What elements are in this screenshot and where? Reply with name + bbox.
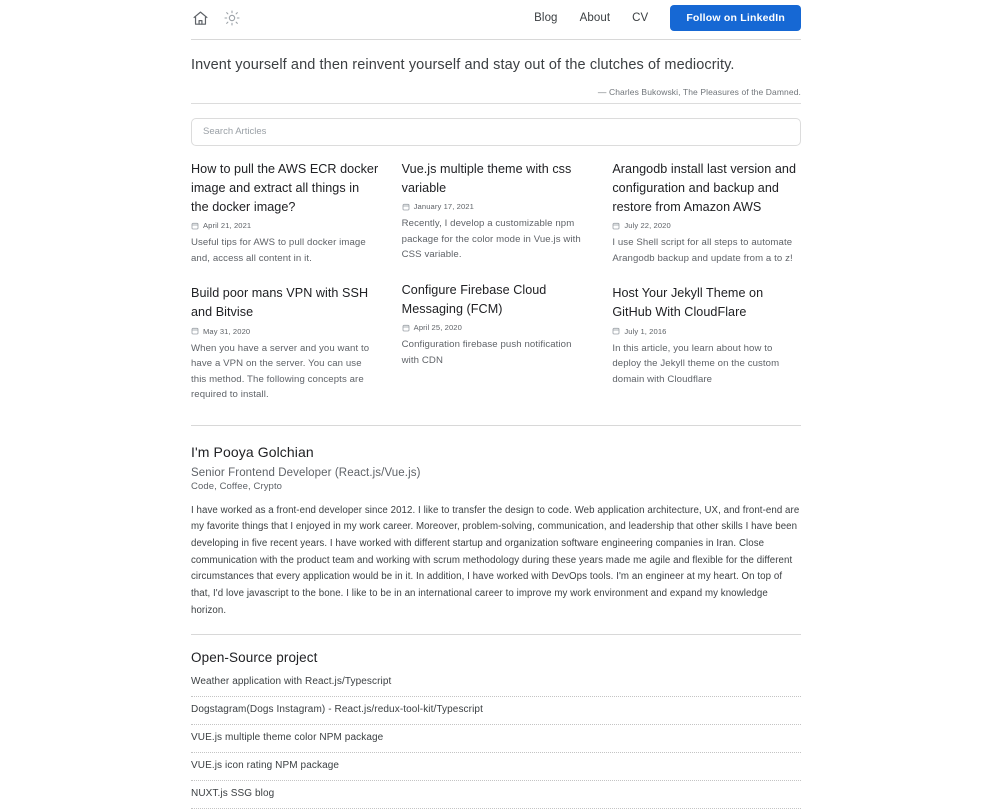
article-description: In this article, you learn about how to deploy the Jekyll theme on the custom domain with Cloudflare [612,342,780,385]
article-title: How to pull the AWS ECR docker image and extract all things in the docker image? [191,161,379,215]
articles-grid [191,160,801,421]
nav-link-blog[interactable]: Blog [534,12,558,24]
article-meta [612,327,801,336]
article-title: Host Your Jekyll Theme on GitHub With CloudFlare [612,286,764,320]
home-icon[interactable] [191,9,210,28]
calendar-icon [191,327,199,335]
article-meta [191,327,380,336]
search-input[interactable] [191,118,801,146]
article-date: May 31, 2020 [203,326,251,336]
article-card[interactable] [612,284,801,387]
open-source-divider [191,634,801,635]
header-nav-group [534,5,801,31]
list-item[interactable]: VUE.js multiple theme color NPM package [191,725,801,753]
article-card[interactable] [612,160,801,266]
quote-divider [191,103,801,104]
site-header [191,3,801,30]
article-meta [402,202,591,211]
bio-divider [191,425,801,426]
calendar-icon [612,222,620,230]
bio-role: Senior Frontend Developer (React.js/Vue.js) [191,466,421,479]
bio-description: I have worked as a front-end developer since 2012. I like to transfer the design to code. Web application architecture, UX, and front-end are my favorite things that I enjoyed in my work career. Moreover, problem-solving, communication, and leadership that other skills I have been developing in five recent years. I have worked with different startup and organization software engineering companies in Iran. Close communication with the product team and working with scrum methodology during these years made me agile and flexible for the different circumstances that every application would be in it. In addition, I have worked with DevOps tools. I'm an engineer at my heart. On top of that, I'd love javascript to the bone. I like to be in an international career to improve my work environment and expand my knowledge horizon. [191,504,800,616]
content-container [191,0,801,809]
nav-link-cv[interactable]: CV [632,12,649,24]
nav-link-about[interactable]: About [579,12,611,24]
article-card[interactable] [191,160,380,266]
article-description: I use Shell script for all steps to automate Arangodb backup and update from a to z! [612,237,793,264]
open-source-list [191,676,801,809]
list-item[interactable]: Weather application with React.js/Typescript [191,676,801,697]
article-card[interactable] [402,281,591,368]
calendar-icon [191,222,199,230]
bio-section [191,444,801,620]
article-card[interactable] [191,284,380,402]
header-left-group [191,9,241,28]
article-date: January 17, 2021 [413,202,474,212]
article-title: Vue.js multiple theme with css variable [401,161,572,195]
quote-attribution: — Charles Bukowski, The Pleasures of the Damned. [597,86,801,97]
article-title: Build poor mans VPN with SSH and Bitvise [191,286,369,320]
article-title: Arangodb install last version and configuration and backup and restore from Amazon AWS [612,161,796,215]
articles-column-1 [191,160,380,421]
follow-on-linkedin-button[interactable]: Follow on LinkedIn [670,5,801,31]
article-meta [191,221,380,230]
articles-column-3 [612,160,801,421]
article-meta [402,323,591,332]
header-divider [191,39,801,40]
article-description: Recently, I develop a customizable npm package for the color mode in Vue.js with CSS variable. [401,218,581,261]
article-date: July 22, 2020 [624,221,671,231]
article-meta [612,221,801,230]
article-description: Useful tips for AWS to pull docker image and, access all content in it. [191,237,366,264]
bio-tags: Code, Coffee, Crypto [191,480,283,492]
calendar-icon [402,324,410,332]
article-description: When you have a server and you want to have a VPN on the server. You can use this method. The following concepts are required to install. [191,342,370,401]
search-section [191,118,801,146]
article-title: Configure Firebase Cloud Messaging (FCM) [401,282,547,316]
sun-icon[interactable] [222,9,241,28]
quote-text: Invent yourself and then reinvent yourself and stay out of the clutches of mediocrity. [191,57,735,73]
article-date: July 1, 2016 [624,326,667,336]
calendar-icon [402,203,410,211]
list-item[interactable]: NUXT.js SSG blog [191,781,801,809]
article-card[interactable] [402,160,591,263]
bio-name: I'm Pooya Golchian [191,443,314,460]
article-description: Configuration firebase push notification with CDN [401,339,572,366]
articles-column-2 [402,160,591,421]
article-date: April 21, 2021 [203,221,252,231]
article-date: April 25, 2020 [413,323,462,332]
list-item[interactable]: VUE.js icon rating NPM package [191,753,801,781]
calendar-icon [612,327,620,335]
list-item[interactable]: Dogstagram(Dogs Instagram) - React.js/redux-tool-kit/Typescript [191,697,801,725]
open-source-title: Open-Source project [191,649,318,665]
